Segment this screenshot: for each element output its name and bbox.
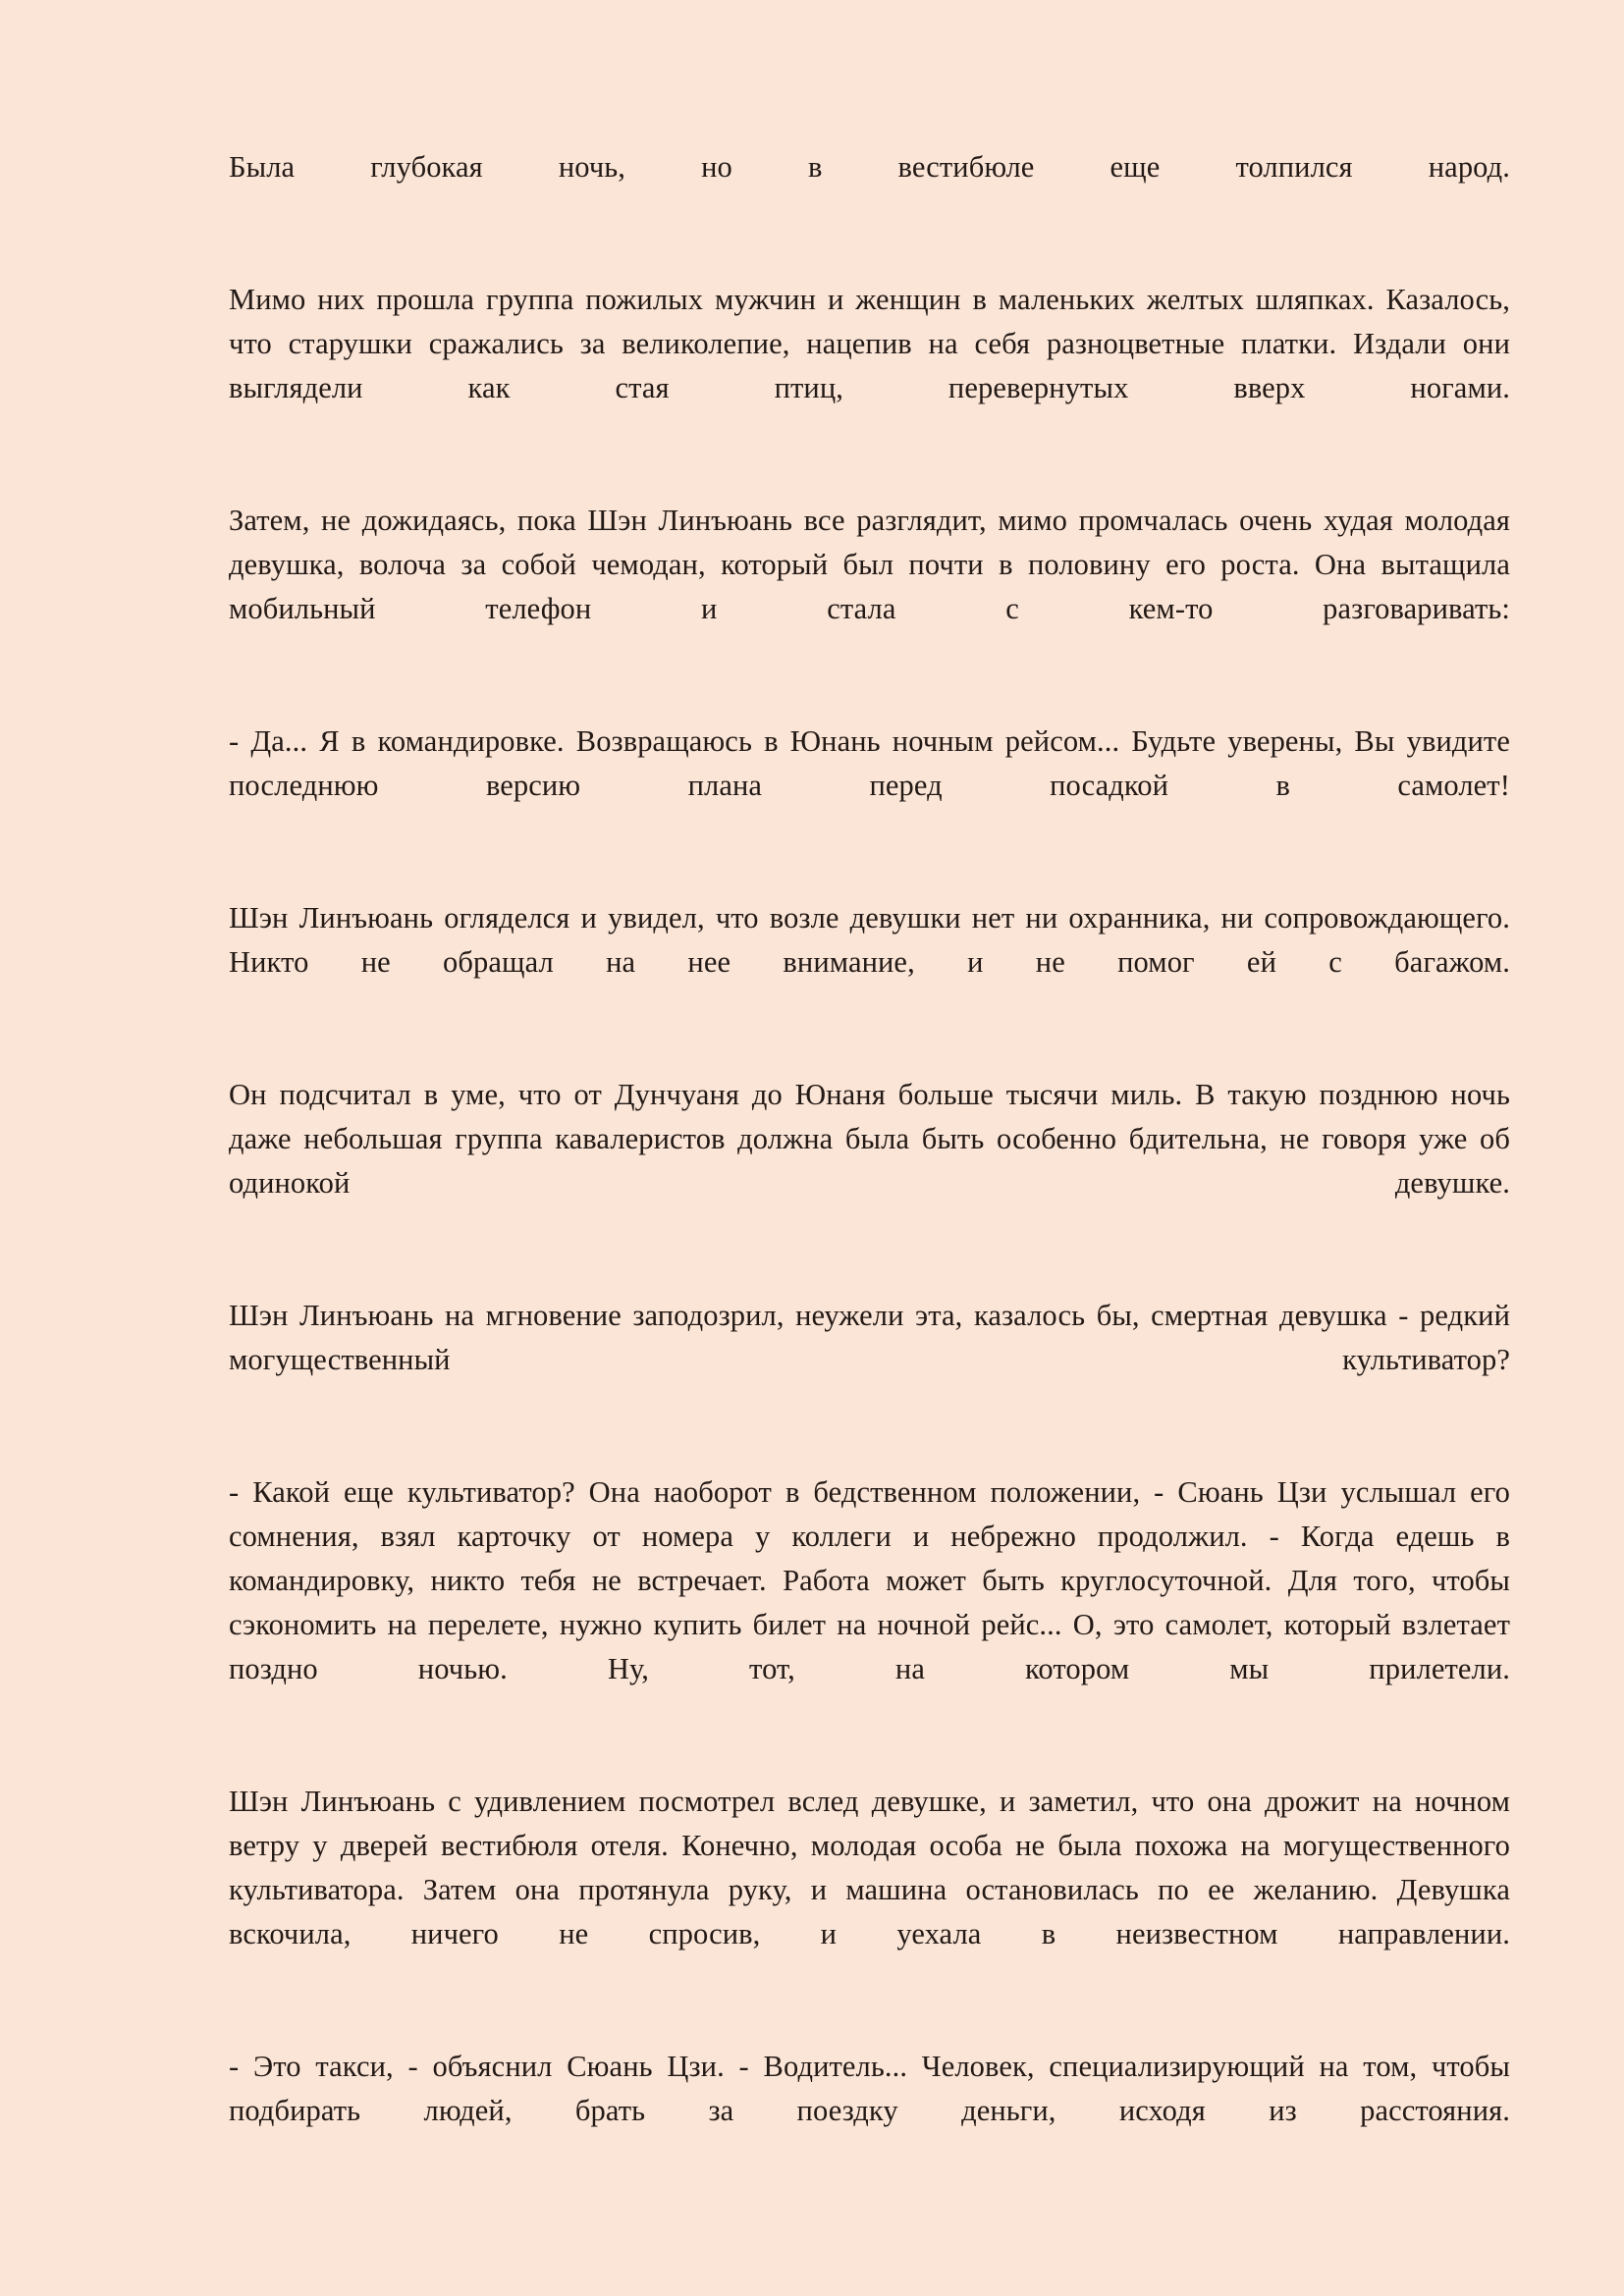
- document-text-body: [229, 145, 1510, 2177]
- paragraph: - Это такси, - объяснил Сюань Цзи. - Водитель... Человек, специализирующий на том, чтобы подбирать людей, брать за поездку деньги, исходя из расстояния.: [229, 2050, 1510, 2127]
- paragraph: Шэн Линъюань огляделся и увидел, что возле девушки нет ни охранника, ни сопровождающего. Никто не обращал на нее внимание, и не помог ей с багажом.: [229, 901, 1510, 979]
- paragraph: - Какой еще культиватор? Она наоборот в бедственном положении, - Сюань Цзи услышал его сомнения, взял карточку от номера у коллеги и небрежно продолжил. - Когда едешь в командировку, никто тебя не встречает. Работа может быть круглосуточной. Для того, чтобы сэкономить на перелете, нужно купить билет на ночной рейс... О, это самолет, который взлетает поздно ночью. Ну, тот, на котором мы прилетели.: [229, 1475, 1510, 1685]
- paragraph: - Да... Я в командировке. Возвращаюсь в Юнань ночным рейсом... Будьте уверены, Вы увидите последнюю версию плана перед посадкой в самолет!: [229, 724, 1510, 802]
- paragraph: Он подсчитал в уме, что от Дунчуаня до Юнаня больше тысячи миль. В такую позднюю ночь даже небольшая группа кавалеристов должна была быть особенно бдительна, не говоря уже об одинокой девушке.: [229, 1078, 1510, 1200]
- paragraph: Шэн Линъюань с удивлением посмотрел вслед девушке, и заметил, что она дрожит на ночном ветру у дверей вестибюля отеля. Конечно, молодая особа не была похожа на могущественного культиватора. Затем она протянула руку, и машина остановилась по ее желанию. Девушка вскочила, ничего не спросив, и уехала в неизвестном направлении.: [229, 1785, 1510, 1950]
- paragraph: Была глубокая ночь, но в вестибюле еще толпился народ.: [229, 150, 1510, 184]
- paragraph: Затем, не дожидаясь, пока Шэн Линъюань все разглядит, мимо промчалась очень худая молодая девушка, волоча за собой чемодан, который был почти в половину его роста. Она вытащила мобильный телефон и стала с кем-то разговаривать:: [229, 504, 1510, 625]
- paragraph: Шэн Линъюань на мгновение заподозрил, неужели эта, казалось бы, смертная девушка - редкий могущественный культиватор?: [229, 1299, 1510, 1376]
- paragraph: Мимо них прошла группа пожилых мужчин и женщин в маленьких желтых шляпках. Казалось, что старушки сражались за великолепие, нацепив на себя разноцветные платки. Издали они выглядели как стая птиц, перевернутых вверх ногами.: [229, 283, 1510, 404]
